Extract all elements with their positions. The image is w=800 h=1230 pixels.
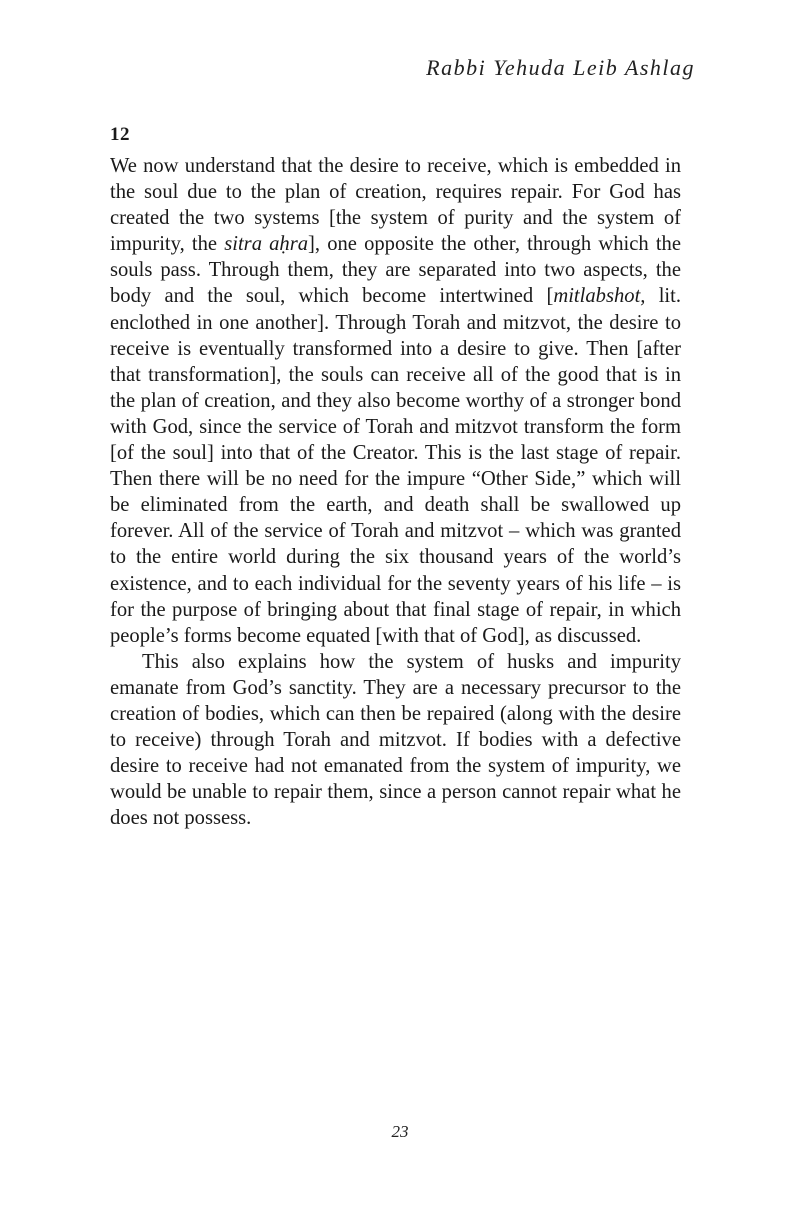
paragraph-1-italic-term-1: sitra aḥra (224, 233, 309, 256)
page-number: 23 (391, 1122, 409, 1141)
body-text (110, 153, 681, 831)
paragraph-1-italic-term-2: mitlabshot, (553, 285, 646, 308)
paragraph-1-segment-2: ], one opposite the other, through which the souls pass. Through them, they are separated into two aspects, the body and the soul, which become intertwined [ (110, 233, 681, 308)
running-head: Rabbi Yehuda Leib Ashlag (426, 55, 695, 80)
paragraph-1-segment-1: We now understand that the desire to receive, which is embedded in the soul due to the plan of creation, requires repair. For God has created the two systems [the system of purity and the system of impurity, the (110, 155, 681, 256)
paragraph-2: This also explains how the system of husks and impurity emanate from God’s sanctity. They are a necessary precursor to the creation of bodies, which can then be repaired (along with the desire to receive) through Torah and mitzvot. If bodies with a defective desire to receive had not emanated from the system of impurity, we would be unable to repair them, since a person cannot repair what he does not possess. (110, 650, 681, 830)
paragraph-1 (110, 153, 681, 649)
paragraph-1-segment-3: lit. enclothed in one another]. Through Torah and mitzvot, the desire to receive is eventually transformed into a desire to give. Then [after that transformation], the souls can receive all of the good that is in the plan of creation, and they also become worthy of a stronger bond with God, since the service of Torah and mitzvot transform the form [of the soul] into that of the Creator. This is the last stage of repair. Then there will be no need for the impure “Other Side,” which will be eliminated from the earth, and death shall be swallowed up forever. All of the service of Torah and mitzvot – which was granted to the entire world during the six thousand years of the world’s existence, and to each individual for the seventy years of his life – is for the purpose of bringing about that final stage of repair, in which people’s forms become equated [with that of God], as discussed. (110, 285, 682, 647)
section-number: 12 (110, 124, 130, 145)
